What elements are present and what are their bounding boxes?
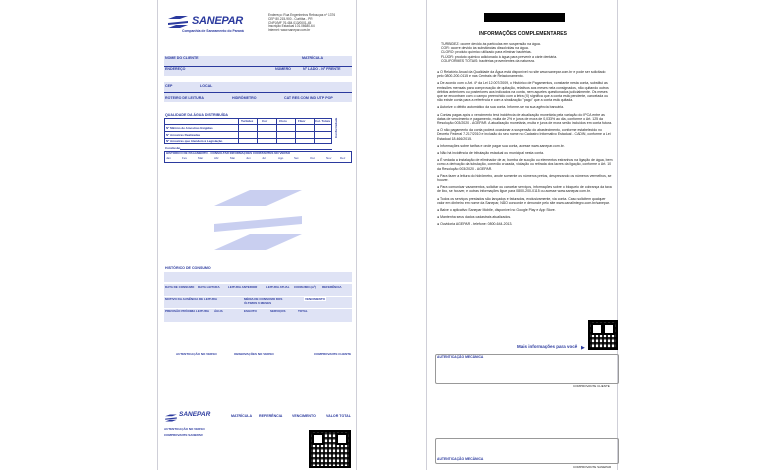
authentication-note: AUTENTICAÇÃO NO VERSO — [176, 352, 217, 356]
brand-name: SANEPAR — [192, 15, 243, 27]
conclusion-label: Conclusão — [165, 146, 181, 150]
stub-registration: MATRÍCULA — [231, 414, 253, 418]
consumption-date-label: DATA DE CONSUMO — [165, 285, 195, 289]
info-paragraph: ● Mantenha seus dados cadastrais atualizados. — [437, 215, 512, 220]
complementary-info-title: INFORMAÇÕES COMPLEMENTARES — [479, 31, 567, 37]
customer-name-label: NOME DO CLIENTE — [165, 56, 199, 60]
address-line: CNPJ/MF 76.484.013/0001-45 — [268, 20, 312, 25]
quality-col-color: Cor — [262, 119, 268, 123]
side-front-label: Nº LADO - Nº FRENTE — [303, 67, 341, 71]
average-consumption-label: MÉDIA DE CONSUMO DOS ÚLTIMOS 6 MESES — [244, 297, 283, 305]
arrow-right-icon: ▶ — [581, 345, 585, 351]
info-paragraph: ● Autorize o débito automático da sua conta. Informe-se na sua agência bancária. — [437, 105, 565, 110]
address-line: Internet: www.sanepar.com.br — [268, 28, 311, 33]
glossary-item: TURBIDEZ: ocorre devido às partículas em suspensão na água. — [441, 42, 541, 46]
stub-logo-icon — [164, 410, 178, 420]
customer-receipt-back: COMPROVANTE CLIENTE — [573, 384, 610, 388]
glossary — [441, 42, 611, 63]
address-label: ENDEREÇO — [165, 67, 186, 71]
categories-label: CAT RES COM IND UTP POP — [284, 96, 333, 100]
local-label: LOCAL — [200, 84, 213, 88]
meter-label: HIDRÔMETRO — [232, 96, 257, 100]
quality-row-done: Nº Amostras Realizadas — [166, 133, 201, 137]
reading-date-label: DATA LEITURA — [198, 285, 220, 289]
bill-back-sheet — [426, 0, 618, 470]
previous-reading-label: LEITURA ANTERIOR — [228, 285, 258, 289]
stub-reference: REFERÊNCIA — [259, 414, 283, 418]
info-paragraph: ● Todos os serviços prestados são lançados e faturados, exclusivamente, via conta. Caso solicitem qualquer valor em dinheiro em nome da Sanepar, NÃO concorde e denuncie pelo site www.canalintegro.com.br/sanepar. — [437, 196, 610, 205]
info-paragraphs — [437, 70, 613, 230]
current-reading-label: LEITURA ATUAL — [266, 285, 290, 289]
address-line: Inscrição Estadual 101.06680-64 — [268, 24, 315, 29]
number-label: NÚMERO — [275, 67, 291, 71]
month-label: Mar — [198, 156, 204, 160]
month-label: Nov — [326, 156, 332, 160]
info-paragraph: ● Baixe o aplicativo Sanepar Mobile, disponível no Google Play e App Store. — [437, 208, 556, 213]
sanepar-logo-icon — [166, 14, 190, 30]
address-line: CEP 80.215-900 - Curitiba - PR — [268, 16, 313, 21]
water-label: ÁGUA — [214, 309, 223, 313]
glossary-item: CLORO: produto químico utilizado para eliminar bactérias. — [441, 50, 532, 55]
info-paragraph: ● Para comunicar vazamentos, solicitar ou cancelar serviços, informações sobre o bloqueio de cobrança da taxa de lixo, se houver, e outras informações ligue para 0800-200-0115 ou acesse www.sanepar.com.br. — [437, 185, 612, 194]
quality-col-turbidity: Turbidez — [241, 119, 254, 123]
stub-qr-code — [309, 430, 351, 468]
quality-row-ok: Nº Amostras que Atendem à Legislação — [166, 139, 223, 143]
month-label: Dez — [340, 156, 346, 160]
month-label: Abr — [214, 156, 219, 160]
mechanical-authentication-label: AUTENTICAÇÃO MECÂNICA — [437, 355, 484, 359]
table-divider — [164, 131, 332, 132]
consumption-m3-label: CONSUMO (m³) — [294, 285, 317, 289]
month-label: Jan — [166, 156, 171, 160]
divider — [164, 92, 352, 93]
info-qr-code — [588, 320, 618, 350]
month-label: Mai — [230, 156, 235, 160]
stub-total-value: VALOR TOTAL — [326, 414, 351, 418]
stub-authentication: AUTENTICAÇÃO NO VERSO — [164, 427, 205, 431]
observations-note: OBSERVAÇÕES NO VERSO — [234, 352, 274, 356]
glossary-item: FLÚOR: produto químico adicionado à água para prevenir a cárie dentária. — [441, 54, 558, 59]
more-info-label: Mais informações para você — [517, 344, 578, 349]
services-label: SERVIÇOS — [270, 309, 286, 313]
stub-brand: SANEPAR — [179, 411, 211, 418]
conclusion-line — [180, 149, 332, 150]
quality-row-min: Nº Mínimo de Amostras Exigidas — [166, 126, 213, 130]
address-line: Endereço: Rua Engenheiros Rebouças nº 1376 — [268, 13, 336, 17]
table-divider — [164, 124, 332, 125]
reading-route-label: ROTEIRO DE LEITURA — [165, 96, 204, 100]
quality-col-coliforms: Col. Totais — [315, 119, 331, 123]
redacted-bar — [484, 13, 565, 22]
mechanical-authentication-label-2: AUTENTICAÇÃO MECÂNICA — [437, 457, 484, 461]
consumption-chart-area — [164, 272, 352, 282]
month-label: Jul — [262, 156, 266, 160]
info-paragraph: ● Não há incidência de tributação estadual ou municipal nesta conta. — [437, 151, 544, 156]
sewage-label: ESGOTO — [244, 309, 257, 313]
info-paragraph: ● De acordo com o Art. 4º da Lei 12.007/2009, o Histórico de Pagamentos, constante nesta conta, substitui as emissões mensais para comprovação de quitação, relativos aos meses nela consignados, não quitando outros débitos anteriores ou posteriores aos indicados na conta, nem aqueles questionados judicialmente. Os meses que se encontram com o campo preenchido com a letra (X) significa que a conta está pendente, cancelada ou não existe conta para a referência e com a sinalização "pago" que a conta está quitada. — [437, 81, 609, 103]
info-paragraph: ● É vedada a instalação de eliminador de ar, bomba de sucção ou elementos estranhos na ligação de água, bem como a derivação da tubulação, conexão cruzada, violação ou retirada dos lacres da ligação, conforme o Art. 10 da Resolução 003/2020 - AGEPAR. — [437, 158, 613, 171]
glossary-item: COR: ocorre devido às substâncias dissolvidas na água. — [441, 46, 529, 51]
water-quality-title: QUALIDADE DA ÁGUA DISTRIBUÍDA — [165, 113, 229, 117]
divider — [164, 66, 352, 67]
customer-receipt-label: COMPROVANTE CLIENTE — [314, 352, 352, 356]
payment-history-title: HISTÓRICO DE PAGAMENTO - CONSULTAR INFORMAÇÕES CONSTANTES NO VERSO — [166, 151, 291, 155]
absence-reason-label: MOTIVO DA AUSÊNCIA DE LEITURA — [165, 297, 218, 301]
consumption-history-title: HISTÓRICO DE CONSUMO — [165, 266, 211, 270]
bill-front-sheet — [157, 0, 357, 470]
month-label: Out — [310, 156, 315, 160]
info-paragraph: ● Para fazer a leitura do hidrômetro, anote somente os números pretos, desprezando os números vermelhos, se houver. — [437, 173, 612, 183]
watermark-logo-icon — [210, 182, 306, 258]
month-label: Fev — [182, 156, 188, 160]
month-label: Jun — [246, 156, 251, 160]
registration-label: MATRÍCULA — [302, 56, 324, 60]
total-label: TOTAL — [298, 309, 308, 313]
company-address — [268, 14, 335, 33]
zip-label: CEP — [165, 84, 173, 88]
next-reading-label: PREVISÃO PRÓXIMA LEITURA — [165, 309, 210, 313]
quality-col-chlorine: Cloro — [279, 119, 287, 123]
company-name: Companhia de Saneamento do Paraná — [182, 29, 244, 33]
stub-receipt-label: COMPROVANTE SANEPAR — [164, 433, 203, 437]
info-paragraph: ● Ouvidoria AGEPAR - telefone: 0800-644-2013. — [437, 222, 513, 227]
info-paragraph: ● O Relatório Anual da Qualidade da Água está disponível no site www.sanepar.com.br e pode ser solicitado pelo 0800-200-0115 e nas Centrais de Relacionamento. — [437, 70, 606, 79]
info-paragraph: ● Informações sobre tarifas e onde pagar sua conta, acesse www.sanepar.com.br. — [437, 143, 565, 148]
stub-due-date: VENCIMENTO — [292, 414, 316, 418]
info-paragraph: ● O não pagamento da conta poderá ocasionar a suspensão do abastecimento, conforme estabelecido no Decreto Federal 7.217/2010 e inclusão do seu nome no Cadastro Informativo Estadual - CADIN, conforme a Lei Estadual 18.466/2015. — [437, 128, 611, 141]
month-label: Ago — [278, 156, 284, 160]
reference-label: REFERÊNCIA — [322, 285, 342, 289]
conformity-label: Conformidade — [334, 117, 338, 138]
due-date-label: VENCIMENTO — [305, 297, 325, 301]
quality-col-fluoride: Flúor — [298, 119, 306, 123]
sanepar-receipt-back: COMPROVANTE SANEPAR — [573, 465, 612, 469]
info-paragraph: ● Contas pagas após o vencimento terá incidência de atualização monetária pela variação do IPCA entre as datas de vencimento e pagamento, multa de 2% e juros de mora de 0,033% ao dia, conforme o Art. 125 da Resolução 003/2020 - AGEPAR. A atualização monetária, multa e juros de mora serão incluídos em conta futura. — [437, 112, 613, 126]
glossary-item: COLIFORMES TOTAIS: bactérias provenientes da natureza. — [441, 58, 535, 63]
month-label: Set — [294, 156, 299, 160]
